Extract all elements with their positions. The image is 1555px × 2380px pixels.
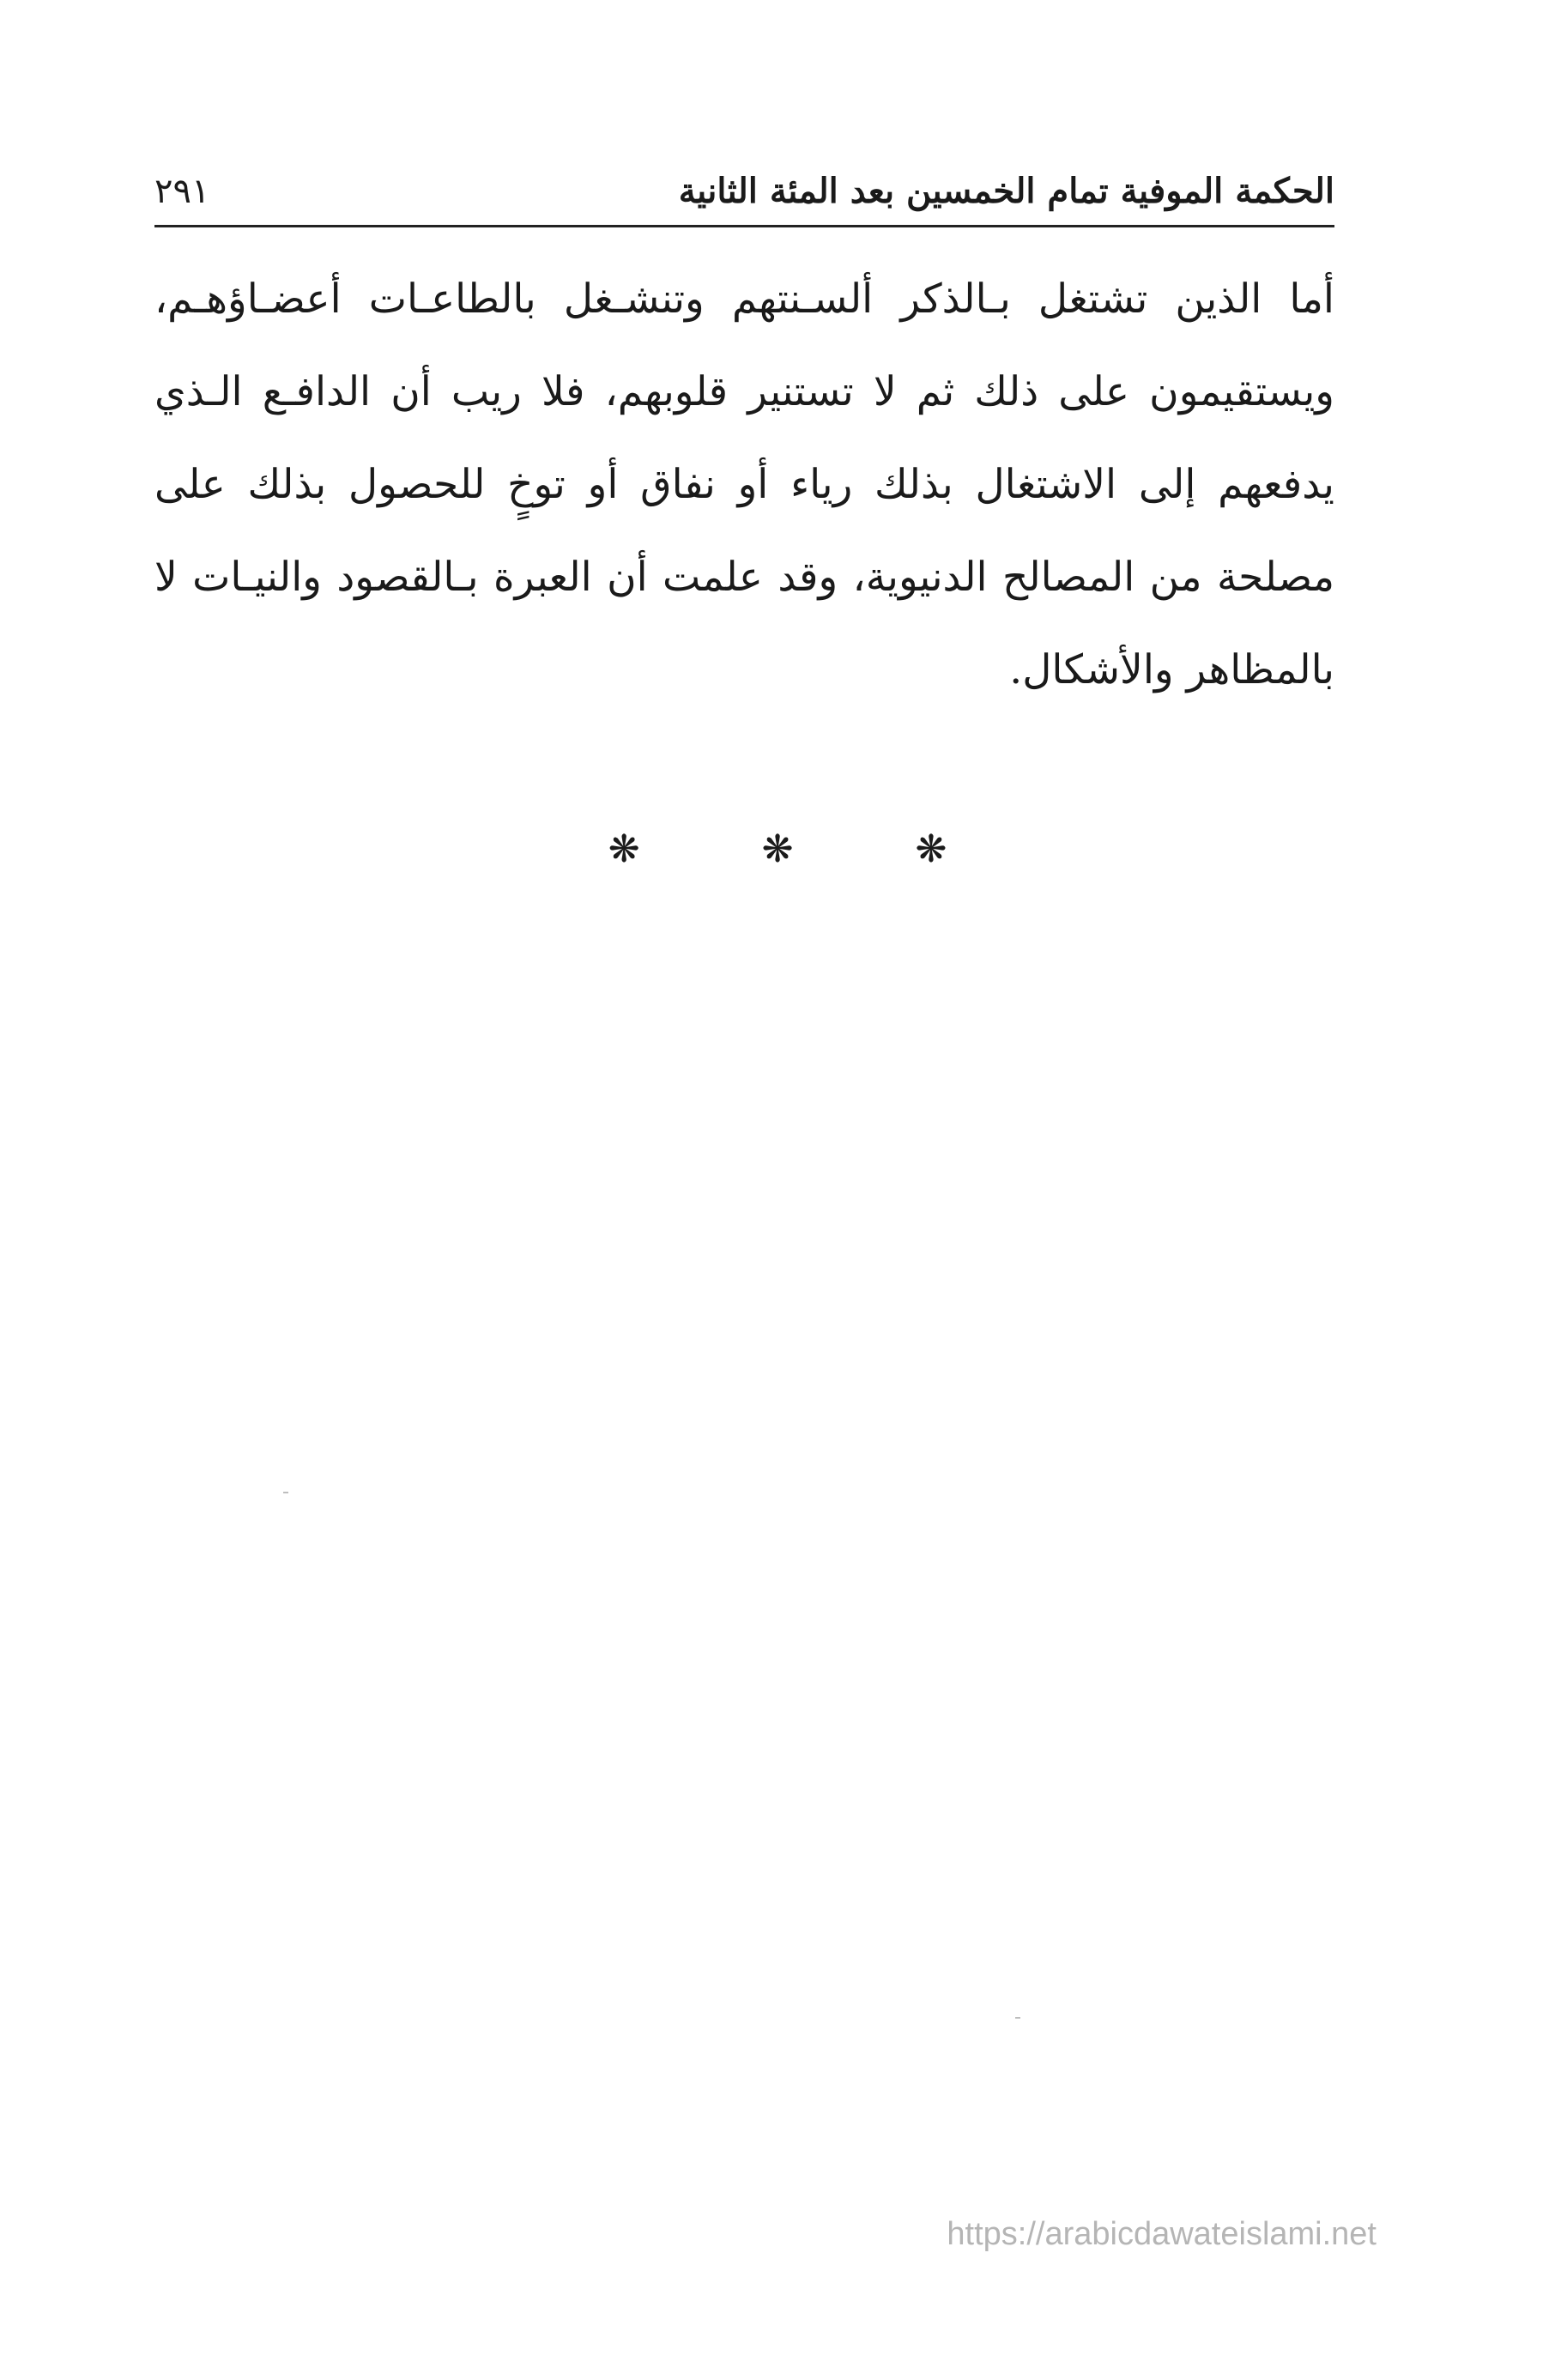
running-title: الحكمة الموفية تمام الخمسين بعد المئة الثانية [678,171,1334,211]
asterism-icon: ❋ [761,827,794,871]
page-number: ٢٩١ [154,172,210,211]
body-paragraph: أما الذين تشتغل بـالذكر ألسـنتهم وتنشـغل بالطاعـات أعضـاؤهـم، ويستقيمون على ذلك ثم لا تستنير قلوبهم، فلا ريب أن الدافـع الـذي يدفعهم إلى الاشتغال بذلك رياء أو نفاق أو توخٍ للحصول بذلك على مصلحة من المصالح الدنيوية، وقد علمت أن العبرة بـالقصود والنيـات لا بالمظاهر والأشكال. [154,276,1334,693]
asterism-icon: ❋ [915,827,947,871]
header-rule [154,225,1334,227]
scan-speck [1015,2017,1020,2019]
page-header [154,161,1334,221]
section-ornament [0,824,1555,875]
scan-speck [283,1492,288,1493]
watermark-url: https://arabicdawateislami.net [947,2216,1377,2252]
asterism-icon: ❋ [608,827,640,871]
